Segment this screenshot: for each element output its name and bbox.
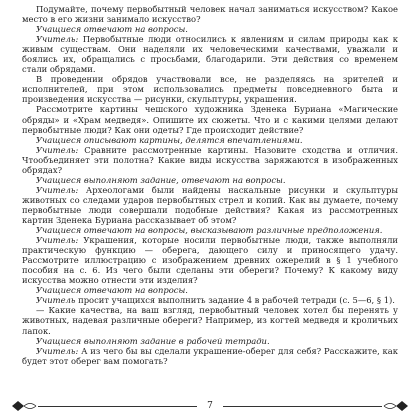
paragraph — [22, 4, 398, 24]
speaker-label: Учитель: — [36, 144, 79, 155]
paragraph-text: Учащиеся отвечают на вопросы, высказывают различные предположения. — [36, 225, 383, 236]
page-footer — [10, 398, 410, 414]
paragraph — [22, 185, 398, 225]
footer-rule-right — [223, 406, 382, 407]
paragraph — [22, 104, 398, 134]
left-ornament-icon — [10, 399, 38, 413]
paragraph — [22, 135, 398, 145]
paragraph-text: А из чего бы вы сделали украшение-оберег для себя? Расскажите, как будет этот оберег вам помогать? — [22, 345, 398, 366]
right-ornament-icon — [382, 399, 410, 413]
speaker-label: Учитель: — [36, 34, 79, 45]
paragraph-text: Учащиеся описывают картины, делятся впечатлениями. — [36, 134, 303, 145]
paragraph — [22, 285, 398, 295]
paragraph-text: Учащиеся выполняют задание в рабочей тетради. — [36, 335, 270, 346]
paragraph-text: Археологами были найдены наскальные рисунки и скульптуры животных со следами ударов первобытных стрел и копий. Как вы думаете, почему первобытные люди совершали подобные действия? Какая из рассмотренных картин Зденека Буриана рассказывает об этом? — [22, 184, 398, 225]
paragraph — [22, 295, 398, 305]
paragraph — [22, 225, 398, 235]
footer-rule-left — [38, 406, 197, 407]
speaker-label: Учитель — [36, 295, 76, 306]
paragraph-text: — Какие качества, на ваш взгляд, первобытный человек хотел бы перенять у животных, надевая различные обереги? Например, из когтей медведя и кроличьих лапок. — [22, 305, 398, 336]
paragraph — [22, 346, 398, 366]
paragraph — [22, 74, 398, 104]
paragraph-text: Учащиеся отвечают на вопросы. — [36, 285, 188, 296]
paragraph — [22, 235, 398, 285]
paragraph-text: просит учащихся выполнить задание 4 в рабочей тетради (с. 5—6, § 1). — [75, 295, 395, 306]
paragraph-text: Подумайте, почему первобытный человек начал заниматься искусством? Какое место в его жизни занимало искусство? — [22, 4, 398, 25]
paragraph-text: Сравните рассмотренные картины. Назовите сходства и отличия. Чтообъединяет эти полотна? Какие виды искусства заряжаются в изображенных обрядах? — [22, 144, 398, 175]
paragraph — [22, 336, 398, 346]
paragraph-text: Украшения, которые носили первобытные люди, также выполняли практическую функцию — оберега, дающего силу и приносящего удачу. Рассмотрите иллюстрацию с изображением древних ожерелий в § 1 учебного пособия на с. 6. Из чего были сделаны эти обереги? Почему? К какому виду искусства можно отнести эти изделия? — [22, 235, 398, 286]
paragraph — [22, 145, 398, 175]
paragraph — [22, 34, 398, 74]
speaker-label: Учитель: — [36, 184, 79, 195]
paragraph — [22, 305, 398, 335]
paragraph-text: Учащиеся отвечают на вопросы. — [36, 24, 188, 35]
paragraph — [22, 24, 398, 34]
speaker-label: Учитель: — [36, 235, 79, 246]
paragraph-text: Учащиеся выполняют задание, отвечают на вопросы. — [36, 174, 286, 185]
paragraph-text: Первобытные люди относились к явлениям и силам природы как к живым существам. Они наделяли их человеческими качествами, уважали и боялись их, обращались с просьбами, благодарили. Эти действия со временем стали обрядами. — [22, 34, 398, 75]
speaker-label: Учитель: — [36, 345, 79, 356]
paragraph-text: В проведении обрядов участвовали все, не разделяясь на зрителей и исполнителей, при этом использовались предметы повседневного быта и произведения искусства — рисунки, скульптуры, украшения. — [22, 74, 398, 105]
paragraph-text: Рассмотрите картины чешского художника Зденека Буриана «Магические обряды» и «Храм медведя». Опишите их сюжеты. Что и с какими целями делают первобытные люди? Как они одеты? Где происходит действие? — [22, 104, 398, 135]
paragraph — [22, 175, 398, 185]
page-number: 7 — [207, 401, 213, 411]
page-text — [22, 4, 398, 366]
